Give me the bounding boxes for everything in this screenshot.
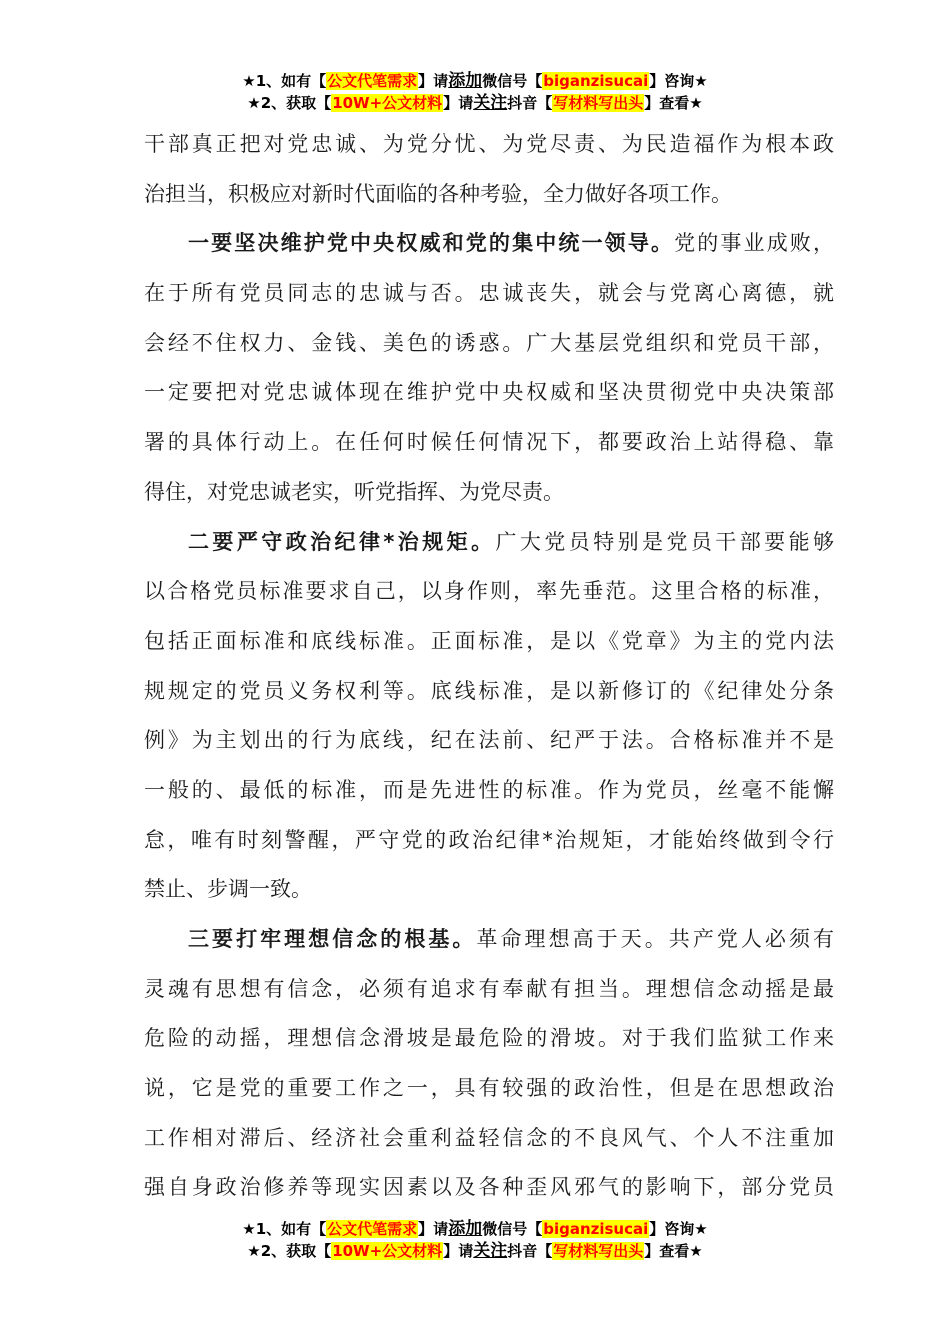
top-banner — [0, 70, 950, 114]
body-line — [144, 219, 834, 269]
banner-highlight: 10W+公文材料 — [332, 1242, 443, 1260]
banner-text: ★1、如有【 — [242, 72, 327, 90]
banner-line-2 — [0, 92, 950, 114]
banner-text: 微信号【 — [482, 1220, 543, 1238]
banner-highlight: biganzisucai — [543, 72, 649, 90]
body-line: 一般的、最低的标准，而是先进性的标准。作为党员，丝毫不能懈 — [144, 777, 834, 802]
banner-highlight: 公文代笔需求 — [327, 1220, 418, 1238]
banner-text: 】查看★ — [644, 94, 703, 112]
banner-highlight: 公文代笔需求 — [327, 72, 418, 90]
banner-text: 抖音【 — [507, 94, 553, 112]
body-line: 署的具体行动上。在任何时候任何情况下，都要政治上站得稳、靠 — [144, 430, 834, 455]
body-line: 禁止、步调一致。 — [144, 877, 312, 902]
banner-line-1 — [0, 1218, 950, 1240]
body-line: 灵魂有思想有信念，必须有追求有奉献有担当。理想信念动摇是最 — [144, 976, 834, 1001]
section-heading: 二要严守政治纪律*治规矩。 — [188, 529, 496, 554]
banner-line-2 — [0, 1240, 950, 1262]
body-line: 得住，对党忠诚老实，听党指挥、为党尽责。 — [144, 479, 564, 504]
body-line: 治担当，积极应对新时代面临的各种考验，全力做好各项工作。 — [144, 181, 732, 206]
banner-underlined: 添加 — [448, 71, 483, 91]
banner-text: ★1、如有【 — [242, 1220, 327, 1238]
banner-underlined: 关注 — [473, 1241, 508, 1261]
banner-highlight: 写材料写出头 — [553, 1242, 644, 1260]
body-line: 说，它是党的重要工作之一，具有较强的政治性，但是在思想政治 — [144, 1076, 834, 1101]
banner-text: 微信号【 — [482, 72, 543, 90]
document-body — [144, 120, 834, 1213]
section-heading: 三要打牢理想信念的根基。 — [188, 927, 477, 951]
body-line: 在于所有党员同志的忠诚与否。忠诚丧失，就会与党离心离德，就 — [144, 281, 834, 306]
body-line: 一定要把对党忠诚体现在维护党中央权威和坚决贯彻党中央决策部 — [144, 380, 834, 405]
banner-text: 】请 — [418, 72, 449, 90]
banner-text: ★2、获取【 — [247, 94, 332, 112]
bottom-banner — [0, 1218, 950, 1262]
body-line: 危险的动摇，理想信念滑坡是最危险的滑坡。对于我们监狱工作来 — [144, 1026, 834, 1051]
body-line: 例》为主划出的行为底线，纪在法前、纪严于法。合格标准并不是 — [144, 728, 834, 753]
body-line: 干部真正把对党忠诚、为党分忧、为党尽责、为民造福作为根本政 — [144, 132, 834, 156]
section-heading: 一要坚决维护党中央权威和党的集中统一领导。 — [188, 231, 675, 256]
banner-text: 抖音【 — [507, 1242, 553, 1260]
body-line — [144, 518, 834, 568]
banner-underlined: 关注 — [473, 93, 508, 113]
body-text: 广大党员特别是党员干部要能够 — [495, 529, 835, 554]
banner-text: 】请 — [418, 1220, 449, 1238]
body-text: 革命理想高于天。共产党人必须有 — [476, 927, 835, 951]
body-text: 党的事业成败， — [674, 231, 834, 256]
banner-text: 】咨询★ — [649, 72, 708, 90]
body-line — [144, 915, 834, 965]
body-line: 会经不住权力、金钱、美色的诱惑。广大基层党组织和党员干部， — [144, 330, 834, 355]
banner-highlight: 写材料写出头 — [553, 94, 644, 112]
banner-text: 】咨询★ — [649, 1220, 708, 1238]
banner-text: ★2、获取【 — [247, 1242, 332, 1260]
body-line: 强自身政治修养等现实因素以及各种歪风邪气的影响下，部分党员 — [144, 1175, 834, 1200]
banner-text: 】查看★ — [644, 1242, 703, 1260]
banner-highlight: 10W+公文材料 — [332, 94, 443, 112]
banner-underlined: 添加 — [448, 1219, 483, 1239]
banner-highlight: biganzisucai — [543, 1220, 649, 1238]
body-line: 工作相对滞后、经济社会重利益轻信念的不良风气、个人不注重加 — [144, 1125, 834, 1150]
banner-text: 】请 — [443, 1242, 474, 1260]
banner-text: 】请 — [443, 94, 474, 112]
body-line: 怠，唯有时刻警醒，严守党的政治纪律*治规矩，才能始终做到令行 — [144, 827, 834, 852]
body-line: 包括正面标准和底线标准。正面标准，是以《党章》为主的党内法 — [144, 628, 834, 653]
body-line: 规规定的党员义务权利等。底线标准，是以新修订的《纪律处分条 — [144, 678, 834, 703]
banner-line-1 — [0, 70, 950, 92]
body-line: 以合格党员标准要求自己，以身作则，率先垂范。这里合格的标准， — [144, 579, 834, 604]
